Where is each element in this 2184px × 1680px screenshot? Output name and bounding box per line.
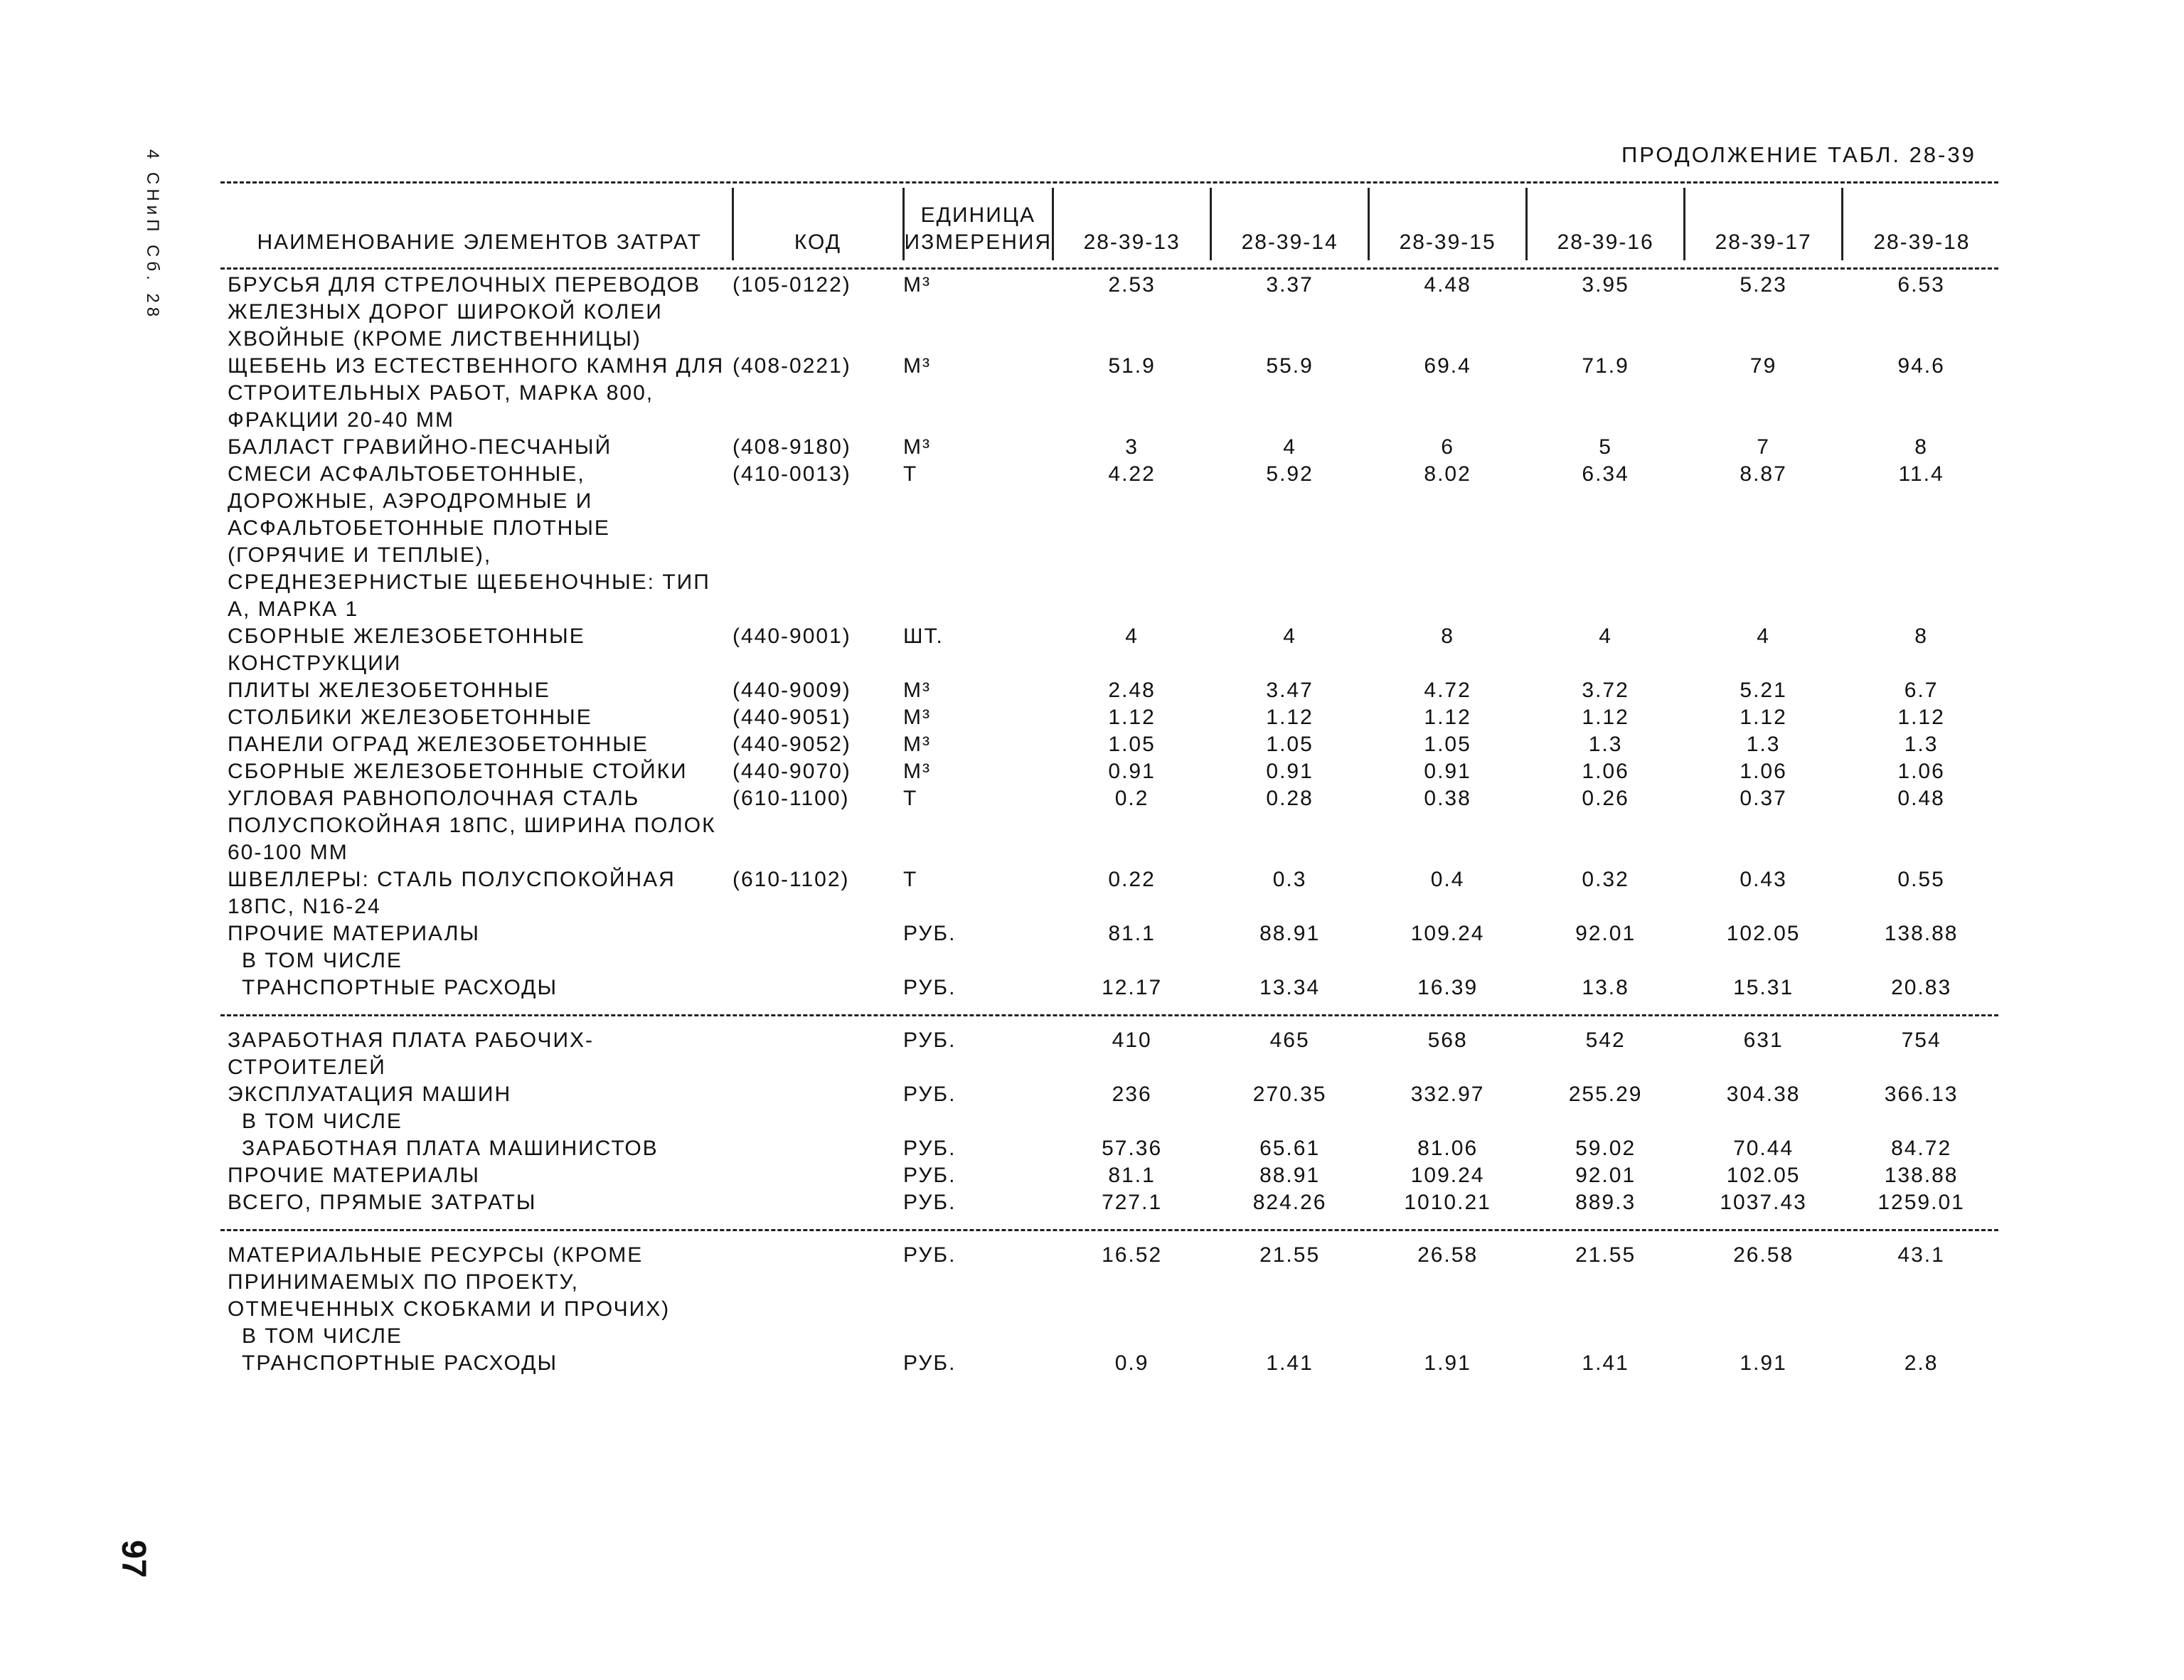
table-header (228, 188, 2001, 272)
cell-value (1211, 1108, 1369, 1135)
cell-value: 0.32 (1582, 868, 1629, 891)
cell-value: 1.05 (1108, 733, 1156, 756)
cell-code (733, 1135, 903, 1162)
cell-unit: РУБ. (903, 1243, 957, 1267)
cell-unit: РУБ. (903, 1028, 957, 1052)
cell-value: 88.91 (1259, 922, 1321, 945)
cell-value: 71.9 (1582, 354, 1629, 378)
cell-value: 0.55 (1897, 868, 1945, 891)
cell-value: 6.7 (1904, 679, 1939, 702)
table-row (228, 731, 2001, 758)
header-unit (903, 188, 1053, 260)
cell-value: 0.91 (1108, 760, 1156, 783)
cell-value: 92.01 (1575, 1164, 1636, 1187)
cell-code (733, 1108, 903, 1135)
cell-name: СБОРНЫЕ ЖЕЛЕЗОБЕТОННЫЕ СТОЙКИ (228, 760, 688, 783)
cell-name: ТРАНСПОРТНЫЕ РАСХОДЫ (242, 1351, 558, 1375)
cell-value: 0.38 (1424, 787, 1471, 810)
cell-unit (903, 1323, 1053, 1350)
cell-value: 0.22 (1108, 868, 1156, 891)
cell-value (1527, 947, 1685, 974)
cell-value (1685, 947, 1843, 974)
cell-code: (105-0122) (733, 273, 851, 297)
table-row (228, 272, 2001, 353)
cell-value: 138.88 (1884, 922, 1959, 945)
cell-value: 11.4 (1898, 462, 1944, 486)
cell-code (733, 1162, 903, 1189)
cell-value: 1010.21 (1404, 1191, 1491, 1214)
cell-value: 57.36 (1102, 1137, 1163, 1160)
cell-value: 8.02 (1424, 462, 1471, 486)
table-row (228, 974, 2001, 1001)
header-col: 28-39-14 (1211, 188, 1369, 260)
cell-value: 4 (1283, 435, 1296, 459)
cell-unit (903, 947, 1053, 974)
cell-unit: Т (903, 868, 918, 891)
cell-value: 1.05 (1424, 733, 1471, 756)
cell-unit: ШТ. (903, 624, 944, 648)
cell-unit: РУБ. (903, 976, 957, 999)
cell-value: 4.72 (1424, 679, 1471, 702)
cell-value: 94.6 (1897, 354, 1945, 378)
cell-name: ПАНЕЛИ ОГРАД ЖЕЛЕЗОБЕТОННЫЕ (228, 733, 649, 756)
cell-value: 8 (1441, 624, 1454, 648)
cell-name: ПЛИТЫ ЖЕЛЕЗОБЕТОННЫЕ (228, 679, 550, 702)
cell-code: (440-9001) (733, 624, 851, 648)
cell-value: 1.41 (1582, 1351, 1629, 1375)
cell-value: 255.29 (1568, 1083, 1643, 1106)
cell-value: 0.9 (1114, 1351, 1149, 1375)
table-row (228, 353, 2001, 434)
cell-value: 70.44 (1733, 1137, 1794, 1160)
cell-value: 26.58 (1417, 1243, 1479, 1267)
cell-value: 16.52 (1102, 1243, 1163, 1267)
cell-code (733, 947, 903, 974)
cell-code (733, 1323, 903, 1350)
cell-unit: РУБ. (903, 922, 957, 945)
cell-value: 81.1 (1108, 1164, 1156, 1187)
cell-value: 3.95 (1582, 273, 1629, 297)
cell-code: (410-0013) (733, 462, 851, 486)
cell-value (1211, 1323, 1369, 1350)
cell-value (1843, 1108, 2001, 1135)
cell-value: 7 (1757, 435, 1770, 459)
cell-value: 81.1 (1108, 922, 1156, 945)
cell-value: 15.31 (1733, 976, 1794, 999)
cell-unit: РУБ. (903, 1351, 957, 1375)
cell-name: УГЛОВАЯ РАВНОПОЛОЧНАЯ СТАЛЬ ПОЛУСПОКОЙНАЯ 18ПС, ШИРИНА ПОЛОК 60-100 ММ (228, 787, 716, 864)
header-col: 28-39-15 (1369, 188, 1527, 260)
cost-table (228, 188, 2001, 1377)
cell-value (1843, 1323, 2001, 1350)
cell-name: СТОЛБИКИ ЖЕЛЕЗОБЕТОННЫЕ (228, 706, 592, 729)
cell-value: 4 (1757, 624, 1770, 648)
cell-value: 1.12 (1740, 706, 1787, 729)
cell-value: 0.91 (1424, 760, 1471, 783)
cell-value: 1.41 (1266, 1351, 1314, 1375)
cell-value: 0.28 (1266, 787, 1314, 810)
cell-value (1369, 947, 1527, 974)
cell-value: 0.4 (1430, 868, 1465, 891)
cell-value: 3.47 (1266, 679, 1314, 702)
cell-value: 4 (1125, 624, 1139, 648)
cell-value: 568 (1427, 1028, 1468, 1052)
table-row (228, 1108, 2001, 1135)
cell-unit: М³ (903, 273, 931, 297)
cell-unit: М³ (903, 706, 931, 729)
cell-value: 631 (1743, 1028, 1784, 1052)
cell-value: 84.72 (1891, 1137, 1952, 1160)
cell-value: 5.21 (1740, 679, 1787, 702)
cell-value: 13.34 (1259, 976, 1321, 999)
cell-code (733, 1189, 903, 1216)
cell-code (733, 1350, 903, 1377)
cell-value (1685, 1323, 1843, 1350)
cell-value: 0.26 (1582, 787, 1629, 810)
cell-value: 1259.01 (1877, 1191, 1965, 1214)
cell-unit: РУБ. (903, 1137, 957, 1160)
cell-name: СМЕСИ АСФАЛЬТОБЕТОННЫЕ, ДОРОЖНЫЕ, АЭРОДРОМНЫЕ И АСФАЛЬТОБЕТОННЫЕ ПЛОТНЫЕ (ГОРЯЧИЕ И ТЕПЛЫЕ), СРЕДНЕЗЕРНИСТЫЕ ЩЕБЕНОЧНЫЕ: ТИП А, МАРКА 1 (228, 462, 710, 621)
cell-value: 1.3 (1746, 733, 1781, 756)
table-row (228, 461, 2001, 623)
cell-value: 109.24 (1410, 922, 1485, 945)
cell-value: 1.12 (1108, 706, 1156, 729)
cell-unit: РУБ. (903, 1191, 957, 1214)
cell-name: ЗАРАБОТНАЯ ПЛАТА МАШИНИСТОВ (242, 1137, 659, 1160)
cell-value: 12.17 (1102, 976, 1163, 999)
cell-value (1843, 947, 2001, 974)
cell-code (733, 1081, 903, 1108)
cell-unit: Т (903, 462, 918, 486)
cell-value: 26.58 (1733, 1243, 1794, 1267)
cell-value: 1037.43 (1720, 1191, 1807, 1214)
cell-value: 92.01 (1575, 922, 1636, 945)
cell-value: 0.91 (1266, 760, 1314, 783)
table-row (228, 947, 2001, 974)
cell-value: 1.12 (1424, 706, 1471, 729)
cell-value: 5 (1599, 435, 1612, 459)
cell-value: 1.06 (1582, 760, 1629, 783)
cell-code: (440-9052) (733, 733, 851, 756)
cell-value: 21.55 (1575, 1243, 1636, 1267)
header-unit-line2: ИЗМЕРЕНИЯ (904, 230, 1053, 254)
cell-value: 465 (1269, 1028, 1310, 1052)
cell-code: (610-1102) (733, 868, 850, 891)
cell-value (1053, 1323, 1211, 1350)
cell-value: 1.06 (1740, 760, 1787, 783)
section-gap (228, 1001, 2001, 1027)
cell-name: ШВЕЛЛЕРЫ: СТАЛЬ ПОЛУСПОКОЙНАЯ 18ПС, N16-24 (228, 868, 676, 918)
cell-value: 3.37 (1266, 273, 1314, 297)
table-row (228, 677, 2001, 704)
cell-code (733, 920, 903, 947)
cell-value: 21.55 (1259, 1243, 1321, 1267)
table-row (228, 434, 2001, 461)
cell-value: 727.1 (1102, 1191, 1163, 1214)
cell-unit (903, 1108, 1053, 1135)
cell-value: 65.61 (1259, 1137, 1321, 1160)
cell-value: 102.05 (1726, 1164, 1801, 1187)
cell-value: 5.23 (1740, 273, 1787, 297)
cell-value: 1.3 (1904, 733, 1939, 756)
cell-value: 6.34 (1582, 462, 1629, 486)
cell-value: 6 (1441, 435, 1454, 459)
cell-name: БАЛЛАСТ ГРАВИЙНО-ПЕСЧАНЫЙ (228, 435, 612, 459)
cell-value: 16.39 (1417, 976, 1479, 999)
cell-name: ПРОЧИЕ МАТЕРИАЛЫ (228, 922, 480, 945)
cell-name: ЩЕБЕНЬ ИЗ ЕСТЕСТВЕННОГО КАМНЯ ДЛЯ СТРОИТЕЛЬНЫХ РАБОТ, МАРКА 800, ФРАКЦИИ 20-40 ММ (228, 354, 725, 432)
cell-code: (408-9180) (733, 435, 851, 459)
header-name: НАИМЕНОВАНИЕ ЭЛЕМЕНТОВ ЗАТРАТ (257, 230, 703, 254)
table-row (228, 1323, 2001, 1350)
cell-value: 1.91 (1424, 1351, 1471, 1375)
table-row (228, 758, 2001, 785)
table-row (228, 1350, 2001, 1377)
cell-value: 43.1 (1897, 1243, 1945, 1267)
cell-value (1527, 1108, 1685, 1135)
cell-name: ВСЕГО, ПРЯМЫЕ ЗАТРАТЫ (228, 1191, 537, 1214)
cell-value: 410 (1112, 1028, 1152, 1052)
cell-value: 109.24 (1410, 1164, 1485, 1187)
cell-value: 2.48 (1108, 679, 1156, 702)
cell-value: 3 (1125, 435, 1139, 459)
cell-value: 20.83 (1891, 976, 1952, 999)
cell-value: 889.3 (1575, 1191, 1636, 1214)
cell-value: 304.38 (1726, 1083, 1801, 1106)
cell-unit: М³ (903, 733, 931, 756)
cell-value: 0.3 (1272, 868, 1307, 891)
cell-value: 8.87 (1740, 462, 1787, 486)
cell-value: 0.43 (1740, 868, 1787, 891)
cell-name: В ТОМ ЧИСЛЕ (242, 1110, 403, 1133)
cell-name: В ТОМ ЧИСЛЕ (242, 1324, 403, 1348)
table-body (228, 272, 2001, 1377)
cell-value: 4.48 (1424, 273, 1471, 297)
cell-value (1053, 1108, 1211, 1135)
table-row (228, 866, 2001, 920)
table-row (228, 785, 2001, 866)
cell-value: 2.53 (1108, 273, 1156, 297)
table-caption: ПРОДОЛЖЕНИЕ ТАБЛ. 28-39 (1621, 142, 1976, 167)
cell-value: 1.12 (1897, 706, 1945, 729)
cell-value: 4 (1283, 624, 1296, 648)
cell-value: 0.48 (1897, 787, 1945, 810)
cell-name: ЗАРАБОТНАЯ ПЛАТА РАБОЧИХ-СТРОИТЕЛЕЙ (228, 1028, 595, 1079)
table-row (228, 920, 2001, 947)
cell-value: 270.35 (1252, 1083, 1327, 1106)
header-col: 28-39-17 (1685, 188, 1843, 260)
cell-value: 8 (1914, 435, 1928, 459)
cell-name: ПРОЧИЕ МАТЕРИАЛЫ (228, 1164, 480, 1187)
cell-value: 0.2 (1114, 787, 1149, 810)
cell-name: БРУСЬЯ ДЛЯ СТРЕЛОЧНЫХ ПЕРЕВОДОВ ЖЕЛЕЗНЫХ ДОРОГ ШИРОКОЙ КОЛЕИ ХВОЙНЫЕ (КРОМЕ ЛИСТВЕННИЦЫ) (228, 273, 701, 351)
cell-unit: Т (903, 787, 918, 810)
cell-value: 1.12 (1582, 706, 1629, 729)
cell-value: 79 (1749, 354, 1777, 378)
cell-value: 1.12 (1266, 706, 1314, 729)
cell-value: 236 (1112, 1083, 1152, 1106)
cell-value: 59.02 (1575, 1137, 1636, 1160)
cell-code: (440-9051) (733, 706, 851, 729)
cell-code: (610-1100) (733, 787, 850, 810)
cell-unit: М³ (903, 679, 931, 702)
cell-value: 3.72 (1582, 679, 1629, 702)
cell-value: 4 (1599, 624, 1612, 648)
cell-code: (440-9070) (733, 760, 851, 783)
cell-value (1527, 1323, 1685, 1350)
cell-value: 102.05 (1726, 922, 1801, 945)
header-unit-line1: ЕДИНИЦА (920, 203, 1035, 227)
cell-name: В ТОМ ЧИСЛЕ (242, 949, 403, 972)
cell-value: 332.97 (1410, 1083, 1485, 1106)
cell-value: 542 (1585, 1028, 1626, 1052)
table-row (228, 1135, 2001, 1162)
side-running-head: 4 СНиП Сб. 28 (143, 149, 162, 321)
table-row (228, 1189, 2001, 1216)
cell-unit: М³ (903, 760, 931, 783)
cell-value (1369, 1323, 1527, 1350)
cell-value: 6.53 (1897, 273, 1945, 297)
cell-value (1369, 1108, 1527, 1135)
cell-value: 754 (1901, 1028, 1941, 1052)
cell-value: 55.9 (1266, 354, 1314, 378)
cell-value: 69.4 (1424, 354, 1471, 378)
cell-code (733, 974, 903, 1001)
cell-value: 1.06 (1897, 760, 1945, 783)
page-number: 97 (114, 1540, 152, 1578)
cell-value: 1.3 (1588, 733, 1623, 756)
cell-code (733, 1027, 903, 1081)
cell-value: 81.06 (1417, 1137, 1479, 1160)
cell-value: 8 (1914, 624, 1928, 648)
cell-name: МАТЕРИАЛЬНЫЕ РЕСУРСЫ (КРОМЕ ПРИНИМАЕМЫХ ПО ПРОЕКТУ, ОТМЕЧЕННЫХ СКОБКАМИ И ПРОЧИХ) (228, 1243, 671, 1321)
table-row (228, 1027, 2001, 1081)
cell-value: 88.91 (1259, 1164, 1321, 1187)
cell-unit: М³ (903, 435, 931, 459)
cell-name: ЭКСПЛУАТАЦИЯ МАШИН (228, 1083, 512, 1106)
cell-value (1685, 1108, 1843, 1135)
header-col: 28-39-16 (1527, 188, 1685, 260)
cell-value (1053, 947, 1211, 974)
cell-code: (408-0221) (733, 354, 851, 378)
table-row (228, 1162, 2001, 1189)
header-code: КОД (733, 188, 903, 260)
section-gap (228, 1216, 2001, 1242)
table-row (228, 1242, 2001, 1323)
cell-value: 2.8 (1904, 1351, 1939, 1375)
cell-value: 1.91 (1740, 1351, 1787, 1375)
cell-value: 4.22 (1108, 462, 1156, 486)
header-col: 28-39-13 (1053, 188, 1211, 260)
cell-unit: РУБ. (903, 1083, 957, 1106)
cell-name: ТРАНСПОРТНЫЕ РАСХОДЫ (242, 976, 558, 999)
cell-code: (440-9009) (733, 679, 851, 702)
cell-value (1211, 947, 1369, 974)
table-row (228, 704, 2001, 731)
cell-value: 51.9 (1108, 354, 1156, 378)
cell-name: СБОРНЫЕ ЖЕЛЕЗОБЕТОННЫЕ КОНСТРУКЦИИ (228, 624, 585, 675)
header-col: 28-39-18 (1843, 188, 2001, 260)
rule-top (220, 181, 1998, 184)
cell-unit: М³ (903, 354, 931, 378)
cell-value: 13.8 (1582, 976, 1629, 999)
cell-value: 0.37 (1740, 787, 1787, 810)
cell-unit: РУБ. (903, 1164, 957, 1187)
cell-value: 138.88 (1884, 1164, 1959, 1187)
cell-value: 366.13 (1884, 1083, 1959, 1106)
cell-code (733, 1242, 903, 1323)
table-row (228, 623, 2001, 677)
cell-value: 1.05 (1266, 733, 1314, 756)
table-row (228, 1081, 2001, 1108)
cell-value: 824.26 (1252, 1191, 1327, 1214)
cell-value: 5.92 (1266, 462, 1314, 486)
